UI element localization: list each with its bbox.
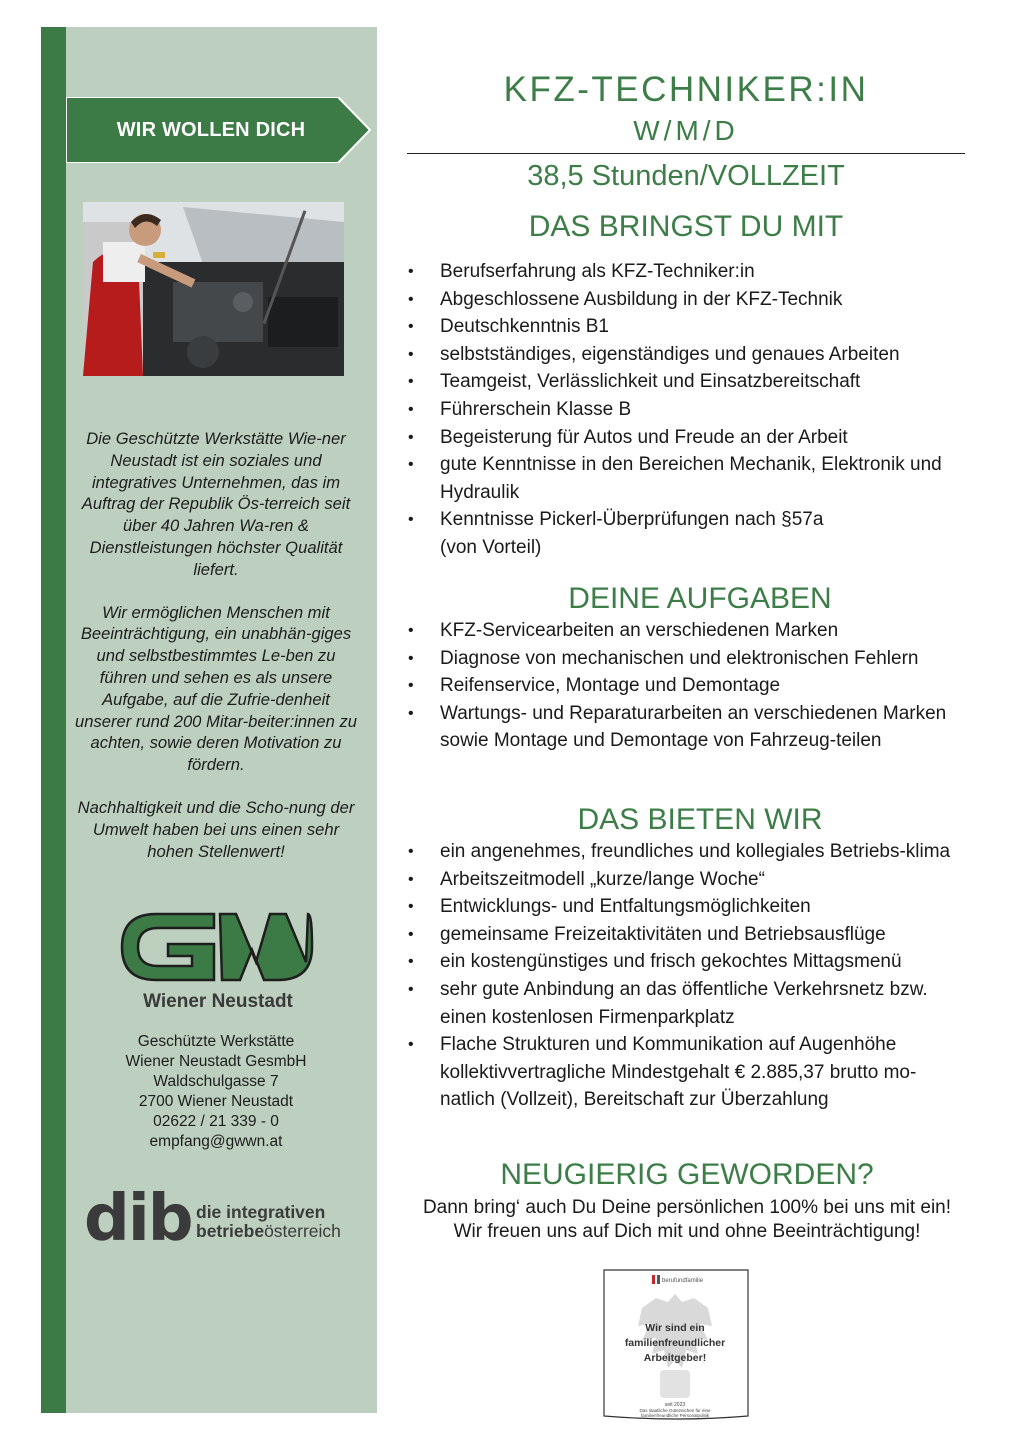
list-item: • Teamgeist, Verlässlichkeit und Einsatzbereitschaft bbox=[407, 368, 967, 396]
list-item: • gute Kenntnisse in den Bereichen Mechanik, Elektronik und Hydraulik bbox=[407, 451, 967, 506]
list-item: • selbstständiges, eigenständiges und genaues Arbeiten bbox=[407, 341, 967, 369]
list-item: • Berufserfahrung als KFZ-Techniker:in bbox=[407, 258, 967, 286]
gender-label: W/M/D bbox=[633, 115, 739, 146]
list-item: • Deutschkenntnis B1 bbox=[407, 313, 967, 341]
list-item: • Führerschein Klasse B bbox=[407, 396, 967, 424]
closing-text bbox=[409, 1196, 965, 1243]
dib-tagline bbox=[196, 1203, 341, 1241]
list-item: • Entwicklungs- und Entfaltungsmöglichkeiten bbox=[407, 893, 967, 921]
section-heading-bring: DAS BRINGST DU MIT bbox=[528, 210, 844, 243]
about-paragraph: Wir ermöglichen Menschen mit Beeinträchtigung, ein unabhän-giges und selbstbestimmtes Le-ben zu führen und sehen es als unsere Aufgabe, auf die Zufrie-denheit unserer rund 200 Mitar-beiter:innen zu achten, sowie deren Motivation zu fördern. bbox=[75, 602, 357, 775]
banner bbox=[66, 97, 371, 163]
cert-line: Wir sind ein bbox=[645, 1322, 705, 1334]
address-line: 2700 Wiener Neustadt bbox=[138, 1093, 294, 1110]
gw-logo bbox=[118, 910, 314, 984]
dib-tagline-bold: betriebe bbox=[196, 1221, 265, 1241]
cert-top-label: berufundfamilie bbox=[662, 1278, 704, 1284]
mechanic-photo bbox=[83, 202, 344, 376]
list-item: • KFZ-Servicearbeiten an verschiedenen Marken bbox=[407, 617, 967, 645]
about-paragraph: Die Geschützte Werkstätte Wie-ner Neustadt ist ein soziales und integratives Unternehmen, das im Auftrag der Republik Ös-terreich seit über 40 Jahren Wa-ren & Dienstleistungen höchster Qualität liefert. bbox=[81, 429, 351, 579]
section-heading-tasks: DEINE AUFGABEN bbox=[568, 582, 832, 615]
cert-footnote: Das staatliche Gütezeichen für eine bbox=[639, 1408, 711, 1413]
requirements-list bbox=[407, 258, 967, 562]
about-paragraph: Nachhaltigkeit und die Scho-nung der Umwelt haben bei uns einen sehr hohen Stellenwert! bbox=[77, 797, 355, 861]
list-item: • ein kostengünstiges und frisch gekochtes Mittagsmenü bbox=[407, 948, 967, 976]
address-line: Geschützte Werkstätte bbox=[137, 1033, 295, 1050]
dib-logo bbox=[84, 1182, 356, 1256]
section-heading-offer: DAS BIETEN WIR bbox=[577, 803, 823, 836]
family-friendly-certificate bbox=[598, 1268, 752, 1422]
tasks-list bbox=[407, 617, 967, 755]
cert-since: seit 2023 bbox=[664, 1402, 686, 1408]
dib-tagline-line: die integrativen bbox=[196, 1202, 326, 1222]
list-item: • ein angenehmes, freundliches und kollegiales Betriebs-klima bbox=[407, 838, 967, 866]
closing-line: Dann bring‘ auch Du Deine persönlichen 100% bei uns mit ein! bbox=[422, 1197, 952, 1218]
list-item: • Kenntnisse Pickerl-Überprüfungen nach §57a (von Vorteil) bbox=[407, 506, 967, 561]
list-item: • Arbeitszeitmodell „kurze/lange Woche“ bbox=[407, 866, 967, 894]
list-item: • Reifenservice, Montage und Demontage bbox=[407, 672, 967, 700]
sidebar-stripe bbox=[41, 27, 66, 1413]
logo-name: Wiener Neustadt bbox=[143, 991, 293, 1012]
list-item: • Flache Strukturen und Kommunikation auf Augenhöhe kollektivvertragliche Mindestgehalt € 2.885,37 brutto mo-natlich (Vollzeit), Bereitschaft zur Überzahlung bbox=[407, 1031, 967, 1114]
list-item: • Wartungs- und Reparaturarbeiten an verschiedenen Marken sowie Montage und Demontage von Fahrzeug-teilen bbox=[407, 700, 967, 755]
address-line: Waldschulgasse 7 bbox=[153, 1073, 279, 1090]
phone-number: 02622 / 21 339 - 0 bbox=[153, 1113, 279, 1130]
closing-line: Wir freuen uns auf Dich mit und ohne Beeinträchtigung! bbox=[453, 1220, 921, 1242]
list-item: • Abgeschlossene Ausbildung in der KFZ-Technik bbox=[407, 286, 967, 314]
list-item: • gemeinsame Freizeitaktivitäten und Betriebsausflüge bbox=[407, 921, 967, 949]
closing-heading: NEUGIERIG GEWORDEN? bbox=[500, 1158, 874, 1191]
company-description bbox=[74, 428, 358, 883]
email-address[interactable]: empfang@gwwn.at bbox=[149, 1133, 283, 1150]
list-item: • sehr gute Anbindung an das öffentliche Verkehrsnetz bzw. einen kostenlosen Firmenparkplatz bbox=[407, 976, 967, 1031]
working-hours: 38,5 Stunden/VOLLZEIT bbox=[527, 160, 845, 192]
company-address bbox=[66, 1032, 366, 1152]
job-title: KFZ-TECHNIKER:IN bbox=[503, 70, 869, 109]
cert-line: Arbeitgeber! bbox=[643, 1352, 707, 1364]
address-line: Wiener Neustadt GesmbH bbox=[125, 1053, 307, 1070]
dib-tagline-line bbox=[196, 1222, 341, 1241]
list-item: • Diagnose von mechanischen und elektronischen Fehlern bbox=[407, 645, 967, 673]
dib-letters: dib bbox=[84, 1182, 192, 1256]
title-divider bbox=[407, 153, 965, 154]
banner-label: WIR WOLLEN DICH bbox=[116, 119, 306, 141]
list-item: • Begeisterung für Autos und Freude an der Arbeit bbox=[407, 424, 967, 452]
cert-line: familienfreundlicher bbox=[624, 1337, 726, 1349]
dib-tagline-light: österreich bbox=[264, 1221, 341, 1241]
cert-footnote: familienfreundliche Personalpolitik bbox=[640, 1413, 710, 1418]
benefits-list bbox=[407, 838, 967, 1114]
